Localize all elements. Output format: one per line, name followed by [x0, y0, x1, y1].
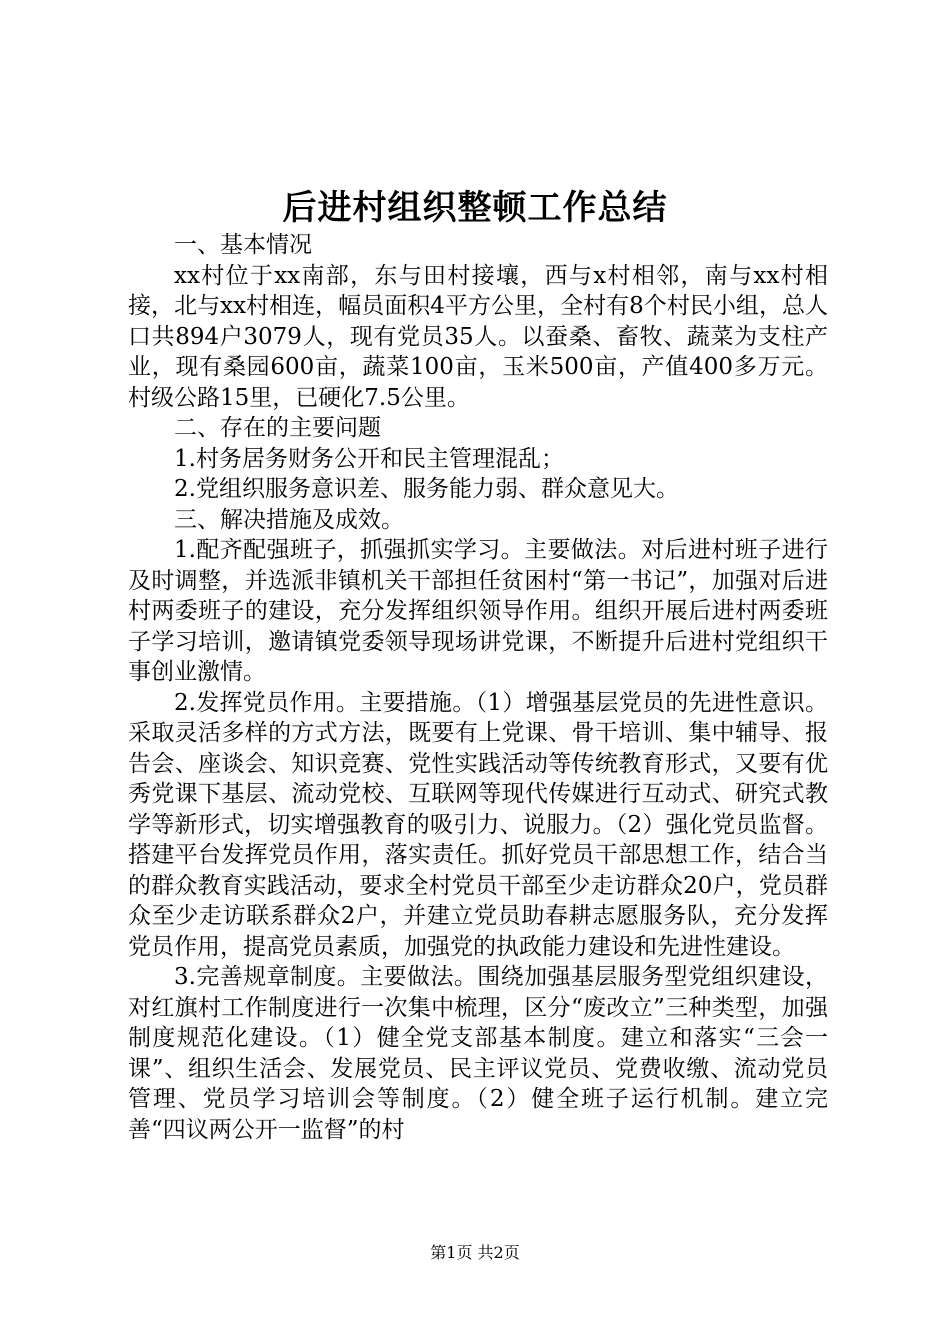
problem-item-1: 1.村务居务财务公开和民主管理混乱； [174, 445, 564, 472]
page-number-footer: 第1页 共2页 [430, 1243, 520, 1262]
document-body [128, 230, 828, 1145]
measure-item-1: 1.配齐配强班子，抓强抓实学习。主要做法。对后进村班子进行及时调整，并选派非镇机关干部担任贫困村“第一书记”，加强对后进村两委班子的建设，充分发挥组织领导作用。组织开展后进村两委班子学习培训，邀请镇党委领导现场讲党课，不断提升后进村党组织干事创业激情。 [128, 537, 828, 685]
measure-item-3: 3.完善规章制度。主要做法。围绕加强基层服务型党组织建设，对红旗村工作制度进行一次集中梳理，区分“废改立”三种类型，加强制度规范化建设。（1）健全党支部基本制度。建立和落实“三会一课”、组织生活会、发展党员、民主评议党员、党费收缴、流动党员管理、党员学习培训会等制度。（2）健全班子运行机制。建立完善“四议两公开一监督”的村 [128, 964, 828, 1143]
paragraph-village-overview: xx村位于xx南部，东与田村接壤，西与x村相邻，南与xx村相接，北与xx村相连，幅员面积4平方公里，全村有8个村民小组，总人口共894户3079人，现有党员35人。以蚕桑、畜牧、蔬菜为支柱产业，现有桑园600亩，蔬菜100亩，玉米500亩，产值400多万元。村级公路15里，已硬化7.5公里。 [128, 262, 828, 411]
section-heading-measures: 三、解决措施及成效。 [174, 506, 404, 533]
document-title: 后进村组织整顿工作总结 [282, 188, 668, 228]
measure-item-2: 2.发挥党员作用。主要措施。（1）增强基层党员的先进性意识。采取灵活多样的方式方法，既要有上党课、骨干培训、集中辅导、报告会、座谈会、知识竞赛、党性实践活动等传统教育形式，又要有优秀党课下基层、流动党校、互联网等现代传媒进行互动式、研究式教学等新形式，切实增强教育的吸引力、说服力。（2）强化党员监督。搭建平台发挥党员作用，落实责任。抓好党员干部思想工作，结合当的群众教育实践活动，要求全村党员干部至少走访群众20户，党员群众至少走访联系群众2户，并建立党员助春耕志愿服务队，充分发挥党员作用，提高党员素质，加强党的执政能力建设和先进性建设。 [128, 689, 828, 960]
section-heading-problems: 二、存在的主要问题 [174, 415, 381, 441]
section-heading-basic-info: 一、基本情况 [174, 232, 312, 258]
problem-item-2: 2.党组织服务意识差、服务能力弱、群众意见大。 [174, 476, 679, 502]
